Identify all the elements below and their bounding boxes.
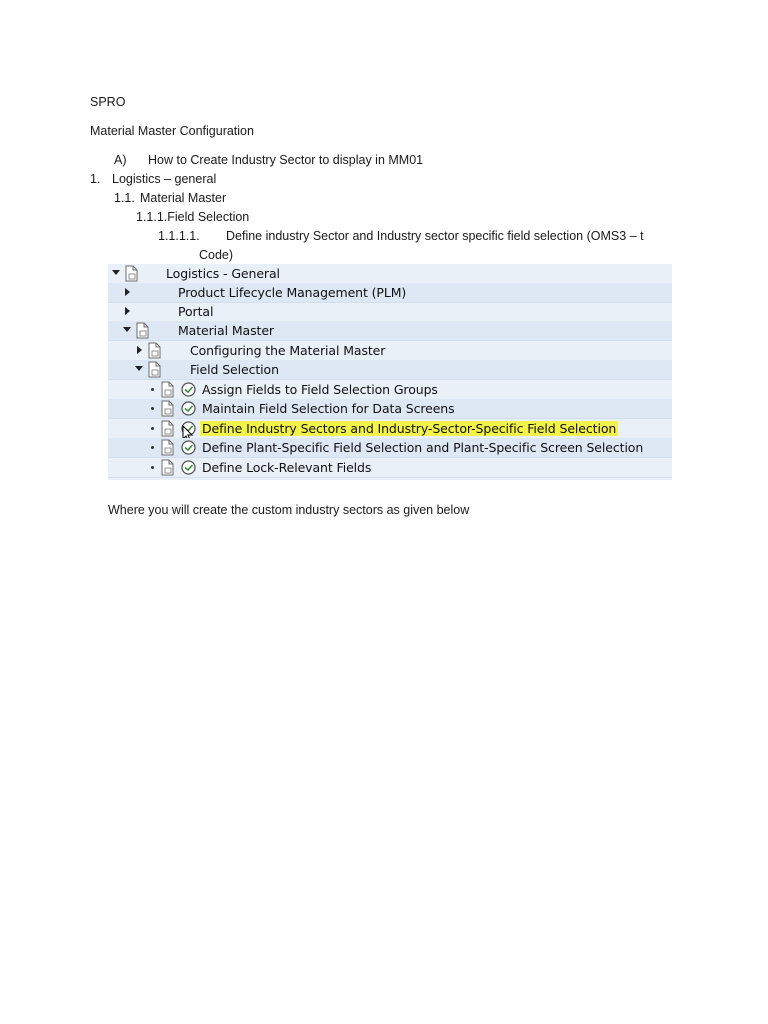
- list-item-level1: [90, 171, 216, 187]
- document-icon: [160, 459, 176, 476]
- tree-node-maintain-field-selection[interactable]: [108, 399, 672, 419]
- tree-node-label: Logistics - General: [166, 266, 280, 281]
- execute-clock-icon[interactable]: [180, 439, 197, 456]
- document-icon: [160, 439, 176, 456]
- list-text: Define industry Sector and Industry sector specific field selection (OMS3 – t: [226, 229, 644, 243]
- sap-img-tree: [108, 264, 672, 480]
- folder-doc-icon: [147, 342, 163, 359]
- doc-heading: SPRO: [90, 95, 126, 109]
- tree-node-label: Portal: [178, 304, 214, 319]
- tree-node-field-selection[interactable]: [108, 360, 672, 380]
- leaf-bullet-icon: [151, 388, 154, 391]
- tree-node-plant-specific-field-selection[interactable]: [108, 438, 672, 458]
- tree-node-plm[interactable]: [108, 283, 672, 303]
- document-icon: [160, 381, 176, 398]
- list-item-level4-continued: Code): [199, 248, 234, 262]
- folder-doc-icon: [124, 265, 140, 282]
- tree-node-portal[interactable]: [108, 302, 672, 322]
- collapse-triangle-icon[interactable]: [125, 288, 130, 296]
- tree-node-logistics-general[interactable]: [108, 264, 672, 284]
- tree-node-label-highlighted: Define Industry Sectors and Industry-Sector-Specific Field Selection: [202, 421, 617, 436]
- leaf-bullet-icon: [151, 407, 154, 410]
- leaf-bullet-icon: [151, 427, 154, 430]
- list-text: Logistics – general: [112, 172, 217, 186]
- tree-node-define-industry-sectors[interactable]: [108, 419, 672, 439]
- tree-node-label: Configuring the Material Master: [190, 343, 386, 358]
- tree-node-label: Material Master: [178, 323, 274, 338]
- folder-doc-icon: [147, 361, 163, 378]
- tree-node-label: Assign Fields to Field Selection Groups: [202, 382, 438, 397]
- list-marker: 1.1.1.1.: [158, 229, 200, 243]
- leaf-bullet-icon: [151, 466, 154, 469]
- list-text: How to Create Industry Sector to display in MM01: [148, 153, 424, 167]
- list-item-a: [114, 152, 423, 168]
- list-text: Material Master: [140, 191, 227, 205]
- expand-triangle-icon[interactable]: [112, 270, 120, 275]
- document-icon: [160, 400, 176, 417]
- tree-node-assign-fields[interactable]: [108, 380, 672, 400]
- execute-clock-icon[interactable]: [180, 400, 197, 417]
- folder-doc-icon: [135, 322, 151, 339]
- tree-node-lock-relevant-fields[interactable]: [108, 458, 672, 478]
- list-marker: A): [114, 153, 127, 167]
- list-item-level3: 1.1.1.Field Selection: [136, 210, 250, 224]
- tree-node-label: Field Selection: [190, 362, 279, 377]
- collapse-triangle-icon[interactable]: [137, 346, 142, 354]
- list-marker: 1.1.: [114, 191, 135, 205]
- collapse-triangle-icon[interactable]: [125, 307, 130, 315]
- leaf-bullet-icon: [151, 446, 154, 449]
- doc-footer-text: Where you will create the custom industry sectors as given below: [108, 503, 470, 517]
- document-icon: [160, 420, 176, 437]
- list-marker: 1.: [90, 172, 101, 186]
- expand-triangle-icon[interactable]: [123, 327, 131, 332]
- tree-node-label: Define Lock-Relevant Fields: [202, 460, 372, 475]
- execute-clock-icon[interactable]: [180, 459, 197, 476]
- list-item-level2: [114, 190, 226, 206]
- tree-node-label: Define Plant-Specific Field Selection and Plant-Specific Screen Selection: [202, 440, 644, 455]
- list-item-level4: [158, 228, 644, 244]
- execute-clock-icon[interactable]: [180, 381, 197, 398]
- tree-node-label: Maintain Field Selection for Data Screens: [202, 401, 455, 416]
- doc-subheading: Material Master Configuration: [90, 124, 254, 138]
- tree-node-configuring-material-master[interactable]: [108, 341, 672, 361]
- tree-node-label: Product Lifecycle Management (PLM): [178, 285, 407, 300]
- expand-triangle-icon[interactable]: [135, 366, 143, 371]
- tree-node-material-master[interactable]: [108, 321, 672, 341]
